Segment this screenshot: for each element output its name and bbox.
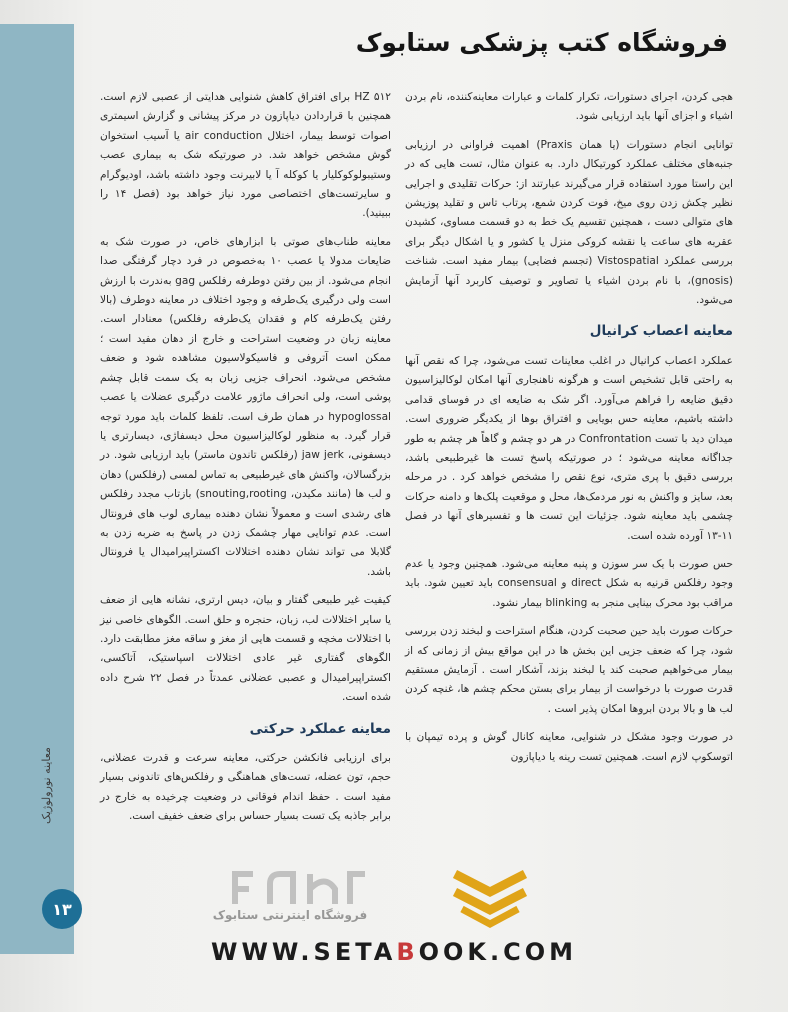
- url-accent: B: [396, 938, 419, 966]
- page-number: ١٣: [42, 889, 82, 929]
- footer-url: [0, 938, 788, 966]
- book-stack-icon: [450, 862, 530, 928]
- watermark-subtitle: فروشگاه اینترنتی ستابوک: [212, 908, 368, 922]
- paragraph: هجی کردن، اجرای دستورات، تکرار کلمات و عبارات معاینه‌کننده، نام بردن اشیاء و اجزای آنها باید ارزیابی شود.: [405, 91, 733, 123]
- url-text: WWW.SETA: [210, 938, 397, 966]
- watermark: [90, 862, 750, 932]
- left-column: [100, 88, 391, 836]
- paragraph: عملکرد اعصاب کرانیال در اغلب معاینات تست می‌شود، چرا که نقص آنها به راحتی قابل تشخیص است و هرگونه ناهنجاری آنها امکان لوکالیزاسیون دقیق ضایعه را فراهم می‌آورد. اگر شک به ضایعه ای در فوسای قدامی داشته باشیم، معاینه حس بویایی و افتراق بوها از یکدیگر ضروری است. میدان دید با تست Confrontation در هر دو چشم و گاهاً هر چشم به طور جداگانه معاینه می‌شود ؛ در صورتیکه پاسخ تست ها غیرطبیعی باشد، بررسی دقیق با پری متری، نوع نقص را مشخص خواهد کرد . در مرحله بعد، سایز و واکنش به نور مردمک‌ها، محل و موقعیت پلک‌ها و دامنه حرکات چشمی باید معاینه شود. جزئیات این تست ها و تفسیرهای آنها در فصل ۱۱-۱۳ آورده شده است.: [405, 354, 733, 542]
- paragraph: حس صورت با یک سر سوزن و پنبه معاینه می‌شود. همچنین وجود یا عدم وجود رفلکس قرنیه به شکل direct و consensual باید تعیین شود. باید مراقب بود محرک بینایی منجر به blinking بیمار نشود.: [405, 557, 733, 609]
- paragraph: برای ارزیابی فانکشن حرکتی، معاینه سرعت و قدرت عضلانی، حجم، تون عضله، تست‌های هماهنگی و رفلکس‌های تاندونی بسیار مفید است . حفظ اندام فوقانی در وضعیت چرخیده به خارج در برابر جاذبه یک تست بسیار حساس برای ضعف خفیف است.: [100, 752, 391, 823]
- url-text: OOK.COM: [418, 938, 578, 966]
- chapter-sidebar: [0, 24, 74, 954]
- paragraph: کیفیت غیر طبیعی گفتار و بیان، دیس ارتری، نشانه هایی از ضعف یا سایر اختلالات لب، زبان، حنجره و حلق است. الگوهای خاصی نیز با اختلالات مخچه و قسمت هایی از مغز و ساقه مغز مطابقت دارد. الگوهای گفتاری غیر عادی اختلالات اسپاستیک، آتاکسی، اکستراپیرامیدال و عصبی عضلانی عمدتاً در فصل ۲۲ شرح داده شده است.: [100, 594, 391, 704]
- paragraph: در صورت وجود مشکل در شنوایی، معاینه کانال گوش و پرده تیمپان با اتوسکوپ لازم است. همچنین تست رینه یا دیاپازون: [405, 731, 733, 763]
- section-heading: معاینه عملکرد حرکتی: [249, 720, 391, 737]
- paragraph: توانایی انجام دستورات (یا همان Praxis) اهمیت فراوانی در ارزیابی جنبه‌های مختلف عملکرد کورتیکال دارد. به عنوان مثال، تست هایی که در این راستا مورد استفاده قرار می‌گیرند عبارتند از: حرکات تقلیدی و اجرایی نظیر چکش زدن روی میخ، فوت کردن شمع، پرتاب تاس و تقلید پوزیشن های متوالی دست ، همچنین تقسیم یک خط به دو قسمت مساوی، کشیدن عقربه های ساعت یا نقشه کروکی منزل یا کشور و یا اشکال دیگر برای بررسی عملکرد Vistospatial (تجسم فضایی) بیمار مفید است. شناخت (gnosis)، با نام بردن اشیاء یا تصاویر و توصیف کاربرد آنها آزمایش می‌شود.: [405, 138, 734, 307]
- paragraph: HZ ۵۱۲ برای افتراق کاهش شنوایی هدایتی از عصبی لازم است. همچنین با قراردادن دیاپازون در مرکز پیشانی و گزارش اسیمتری اصوات توسط بیمار، اختلال air conduction یا آسیب استخوان گوش مشخص خواهد شد. در صورتیکه شک به بیماری عصب وستیبولوکوکلیار یا کوکله آ یا لابیرنت وجود داشته باشد، اودیوگرام و سایرتست‌های اختصاصی مورد نیاز خواهد بود (فصل ۱۴ را ببینید).: [100, 91, 391, 220]
- page-header-title: فروشگاه کتب پزشکی ستابوک: [355, 28, 728, 57]
- right-column: [405, 88, 733, 776]
- chapter-title: معاینه نورولوژیک: [40, 747, 53, 824]
- paragraph: حرکات صورت باید حین صحبت کردن، هنگام استراحت و لبخند زدن بررسی شود، چرا که ضعف جزیی این بخش ها در این مواقع بیش از زمانی که از بیمار می‌خواهیم صحبت کند یا لبخند بزند، آشکار است . آزمایش مستقیم قدرت صورت با درخواست از بیمار برای بستن محکم چشم ها، غنچه کردن لب ها و بالا بردن ابروها امکان پذیر است .: [405, 625, 733, 715]
- section-heading: معاینه اعصاب کرانیال: [589, 323, 733, 340]
- setabook-logo-icon: [225, 864, 375, 912]
- paragraph: معاینه طناب‌های صوتی با ابزارهای خاص، در صورت شک به ضایعات مدولا یا عصب ۱۰ به‌خصوص در فرد دچار گرفتگی صدا انجام می‌شود. از بین رفتن دوطرفه رفلکس gag به‌ندرت با ارزش است ولی درگیری یک‌طرفه و وجود اختلاف در معاینه دوطرف (بالا رفتن یک‌طرفه کام و فقدان یک‌طرفه رفلکس) معنادار است. معاینه زبان در وضعیت استراحت و خارج از دهان مفید است ؛ممکن است آتروفی و فاسیکولاسیون مشاهده شود و ضعف مشخص می‌شود. انحراف جزیی زبان به یک سمت قابل چشم پوشی است، ولی انحراف ماژور علامت درگیری عضلات یا عصب hypoglossal در همان طرف است. تلفظ کلمات باید مورد توجه قرار گیرد. به منظور لوکالیزاسیون محل دیسفاژی، دیسارتری یا دیسفونی، jaw jerk (رفلکس تاندون ماستر) باید ارزیابی شود. در بزرگسالان، واکنش های غیرطبیعی به تماس لمسی (رفلکس) دهان و لب ها (مانند مکیدن، snouting,rooting) بازتاب مجدد رفلکس های رشدی است و معمولاً نشان دهنده بیماری لوب های فرونتال است. عدم توانایی مهار چشمک زدن در پاسخ به ضربه زدن به گلابلا می تواند نشان دهنده اختلالات اکستراپیرامیدال یا فرونتال باشد.: [100, 235, 392, 578]
